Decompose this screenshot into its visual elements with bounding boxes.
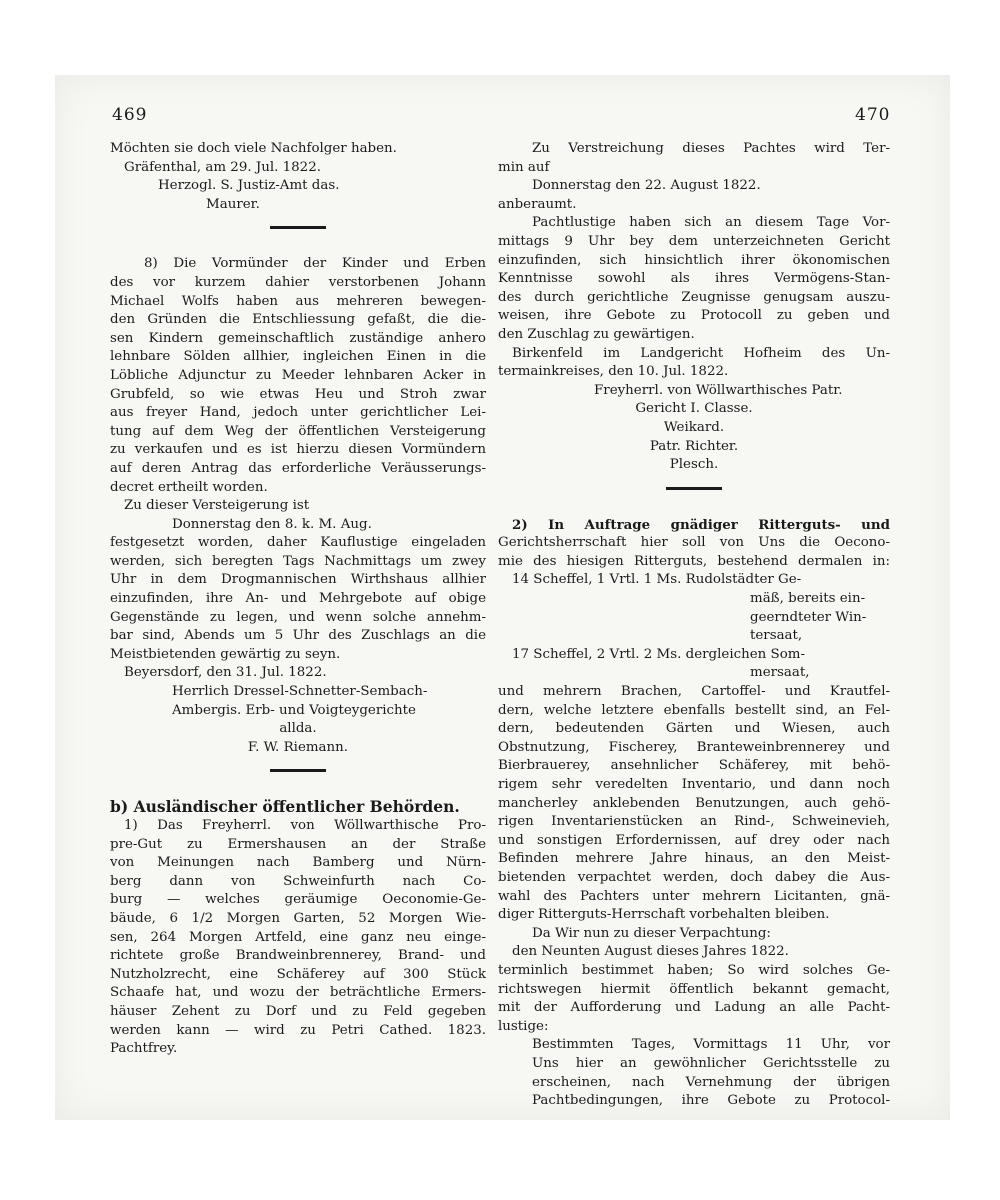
text-line: Uns hier an gewöhnlicher Gerichtsstelle zu bbox=[532, 1055, 890, 1071]
text-line: wahl des Pachters unter mehrern Licitanten, gnä- bbox=[498, 888, 890, 904]
text-line: Pachtbedingungen, ihre Gebote zu Protocol- bbox=[532, 1093, 890, 1109]
text-line: diger Ritterguts-Herrschaft vorbehalten bleiben. bbox=[498, 907, 830, 923]
left-column bbox=[110, 140, 486, 1059]
text-line: 1) Das Freyherrl. von Wöllwarthische Pro- bbox=[124, 818, 486, 833]
text-line: allda. bbox=[279, 721, 317, 737]
text-line: Gegenstände zu legen, und wenn solche annehm- bbox=[110, 609, 486, 625]
text-line: richtete große Brandweinbrennerey, Brand- und bbox=[110, 948, 486, 964]
text-line: pre-Gut zu Ermershausen an der Straße bbox=[110, 836, 486, 852]
text-line: Beyersdorf, den 31. Jul. 1822. bbox=[124, 665, 327, 681]
text-line: Patr. Richter. bbox=[649, 438, 739, 454]
text-line: Möchten sie doch viele Nachfolger haben. bbox=[110, 141, 397, 156]
text-line: Meistbietenden gewärtig zu seyn. bbox=[110, 646, 341, 662]
date-line: Donnerstag den 8. k. M. Aug. bbox=[172, 516, 372, 532]
text-line: Michael Wolfs haben aus mehreren bewegen- bbox=[110, 293, 486, 309]
section-divider bbox=[666, 487, 722, 490]
text-line: Bestimmten Tages, Vormittags 11 Uhr, vor bbox=[532, 1037, 890, 1053]
text-line: min auf bbox=[498, 159, 550, 175]
text-line: Gericht I. Classe. bbox=[635, 401, 753, 417]
text-line: und sonstigen Erfordernissen, auf drey oder nach bbox=[498, 832, 890, 848]
text-line: Schaafe hat, und wozu der beträchtliche Ermers- bbox=[110, 985, 486, 1001]
text-line: Uhr in dem Drogmannischen Wirthshaus allhier bbox=[110, 572, 486, 588]
page-number-right: 470 bbox=[855, 105, 891, 125]
text-line: auf deren Antrag das erforderliche Veräusserungs- bbox=[110, 460, 486, 476]
text-line: berg dann von Schweinfurth nach Co- bbox=[110, 873, 486, 889]
text-line: Zu dieser Versteigerung ist bbox=[124, 498, 310, 514]
text-line: Freyherrl. von Wöllwarthisches Patr. bbox=[594, 382, 843, 398]
text-line: des vor kurzem dahier verstorbenen Johann bbox=[110, 274, 486, 290]
text-line: decret ertheilt worden. bbox=[110, 479, 268, 495]
signature-line: F. W. Riemann. bbox=[247, 739, 349, 755]
text-line: mit der Aufforderung und Ladung an alle Pacht- bbox=[498, 1000, 890, 1016]
section-heading: b) Ausländischer öffentlicher Behörden. bbox=[110, 797, 460, 817]
signature-line: Weikard. bbox=[663, 419, 725, 435]
text-line: Bierbrauerey, ansehnlicher Schäferey, mit behö- bbox=[498, 758, 890, 774]
text-line: richtswegen hiermit öffentlich bekannt gemacht, bbox=[498, 981, 890, 997]
section-divider bbox=[270, 769, 326, 772]
text-line: tung auf dem Weg der öffentlichen Versteigerung bbox=[110, 423, 486, 439]
text-line: lustige: bbox=[498, 1018, 549, 1034]
text-line: dern, bedeutenden Gärten und Wiesen, auch bbox=[498, 721, 890, 737]
text-line: bar sind, Abends um 5 Uhr des Zuschlags an die bbox=[110, 628, 486, 644]
text-line: weisen, ihre Gebote zu Protocoll zu geben und bbox=[498, 308, 890, 324]
signature-line: Maurer. bbox=[206, 196, 260, 212]
text-line: Kenntnisse sowohl als ihres Vermögens-Stan- bbox=[498, 271, 890, 287]
text-line: Birkenfeld im Landgericht Hofheim des Un- bbox=[512, 345, 890, 361]
text-line: des durch gerichtliche Zeugnisse genugsam auszu- bbox=[498, 289, 890, 305]
text-line: lehnbare Sölden allhier, ingleichen Einen in die bbox=[110, 349, 486, 365]
text-line: erscheinen, nach Vernehmung der übrigen bbox=[532, 1074, 890, 1090]
list-item: 14 Scheffel, 1 Vrtl. 1 Ms. Rudolstädter Ge- bbox=[512, 572, 802, 588]
signature-line: Plesch. bbox=[669, 457, 719, 473]
text-line: den Zuschlag zu gewärtigen. bbox=[498, 326, 695, 342]
text-line: bäude, 6 1/2 Morgen Garten, 52 Morgen Wie- bbox=[110, 910, 486, 926]
date-line: Donnerstag den 22. August 1822. bbox=[532, 178, 761, 194]
text-line: einzufinden, sich hinsichtlich ihrer ökonomischen bbox=[498, 252, 890, 268]
text-line: dern, welche letztere ebenfalls bestellt sind, an Fel- bbox=[498, 702, 890, 718]
text-line: rigem sehr veredelten Inventario, und dann noch bbox=[498, 777, 890, 792]
text-line: den Gründen die Entschliessung gefaßt, die die- bbox=[110, 312, 486, 328]
text-line: Pachtfrey. bbox=[110, 1041, 178, 1057]
text-line: Pachtlustige haben sich an diesem Tage Vor- bbox=[532, 215, 890, 231]
text-line: mersaat, bbox=[750, 665, 810, 681]
text-line: geerndteter Win- bbox=[750, 609, 867, 625]
text-line: Herrlich Dressel-Schnetter-Sembach- bbox=[172, 684, 428, 700]
text-line: Löbliche Adjunctur zu Meeder lehnbaren Acker in bbox=[110, 367, 486, 383]
text-line: burg — welches geräumige Oeconomie-Ge- bbox=[110, 892, 486, 908]
text-line: festgesetzt worden, daher Kauflustige eingeladen bbox=[110, 535, 486, 551]
text-line: werden, sich beregten Tags Nachmittags um zwey bbox=[110, 553, 486, 569]
text-line: mittags 9 Uhr bey dem unterzeichneten Gericht bbox=[498, 233, 890, 249]
text-line: werden kann — wird zu Petri Cathed. 1823. bbox=[110, 1022, 486, 1038]
date-line: den Neunten August dieses Jahres 1822. bbox=[512, 944, 789, 960]
text-line: von Meinungen nach Bamberg und Nürn- bbox=[110, 855, 486, 871]
text-line: termainkreises, den 10. Jul. 1822. bbox=[498, 364, 729, 380]
text-line: 8) Die Vormünder der Kinder und Erben bbox=[144, 256, 486, 272]
text-line: mäß, bereits ein- bbox=[750, 591, 866, 607]
text-line: Gräfenthal, am 29. Jul. 1822. bbox=[124, 159, 321, 175]
text-line: tersaat, bbox=[750, 628, 803, 644]
text-line: Grubfeld, so wie etwas Heu und Stroh zwar bbox=[110, 386, 486, 402]
text-line: Befinden mehrere Jahre hinaus, an den Meist- bbox=[498, 851, 890, 867]
text-line: und mehrern Brachen, Cartoffel- und Krautfel- bbox=[498, 684, 890, 700]
text-line: Gerichtsherrschaft hier soll von Uns die Oecono- bbox=[498, 535, 890, 551]
text-line: mancherley anklebenden Benutzungen, auch gehö- bbox=[498, 795, 890, 811]
text-line: häuser Zehent zu Dorf und zu Feld gegeben bbox=[110, 1003, 486, 1019]
text-line: Da Wir nun zu dieser Verpachtung: bbox=[532, 925, 771, 941]
text-line: einzufinden, ihre An- und Mehrgebote auf obige bbox=[110, 591, 486, 607]
text-line: Nutzholzrecht, eine Schäferey auf 300 Stück bbox=[110, 966, 486, 982]
text-line: terminlich bestimmet haben; So wird solches Ge- bbox=[498, 962, 890, 978]
page-number-left: 469 bbox=[112, 105, 148, 125]
text-line: Herzogl. S. Justiz-Amt das. bbox=[158, 178, 340, 194]
list-item: 17 Scheffel, 2 Vrtl. 2 Ms. dergleichen Som- bbox=[512, 646, 805, 662]
section-divider bbox=[270, 226, 326, 229]
text-line: anberaumt. bbox=[498, 196, 577, 212]
text-line: mie des hiesigen Ritterguts, bestehend dermalen in: bbox=[498, 553, 890, 569]
text-line: rigen Inventarienstücken an Rind-, Schweinevieh, bbox=[498, 814, 890, 830]
text-line: Ambergis. Erb- und Voigteygerichte bbox=[172, 702, 416, 718]
text-line: zu verkaufen und es ist hierzu diesen Vormündern bbox=[110, 442, 486, 458]
text-line: aus freyer Hand, jedoch unter gerichtlicher Lei- bbox=[110, 405, 486, 421]
text-line: Obstnutzung, Fischerey, Branteweinbrennerey und bbox=[498, 739, 890, 755]
right-column bbox=[498, 140, 890, 1111]
text-line: Zu Verstreichung dieses Pachtes wird Ter- bbox=[532, 141, 890, 156]
text-line: sen, 264 Morgen Artfeld, eine ganz neu einge- bbox=[110, 929, 486, 945]
text-line: bietenden verpachtet werden, doch dabey die Aus- bbox=[498, 869, 890, 885]
text-line: 2) In Auftrage gnädiger Ritterguts- und bbox=[512, 516, 890, 533]
text-line: sen Kindern gemeinschaftlich zuständige anhero bbox=[110, 330, 486, 346]
